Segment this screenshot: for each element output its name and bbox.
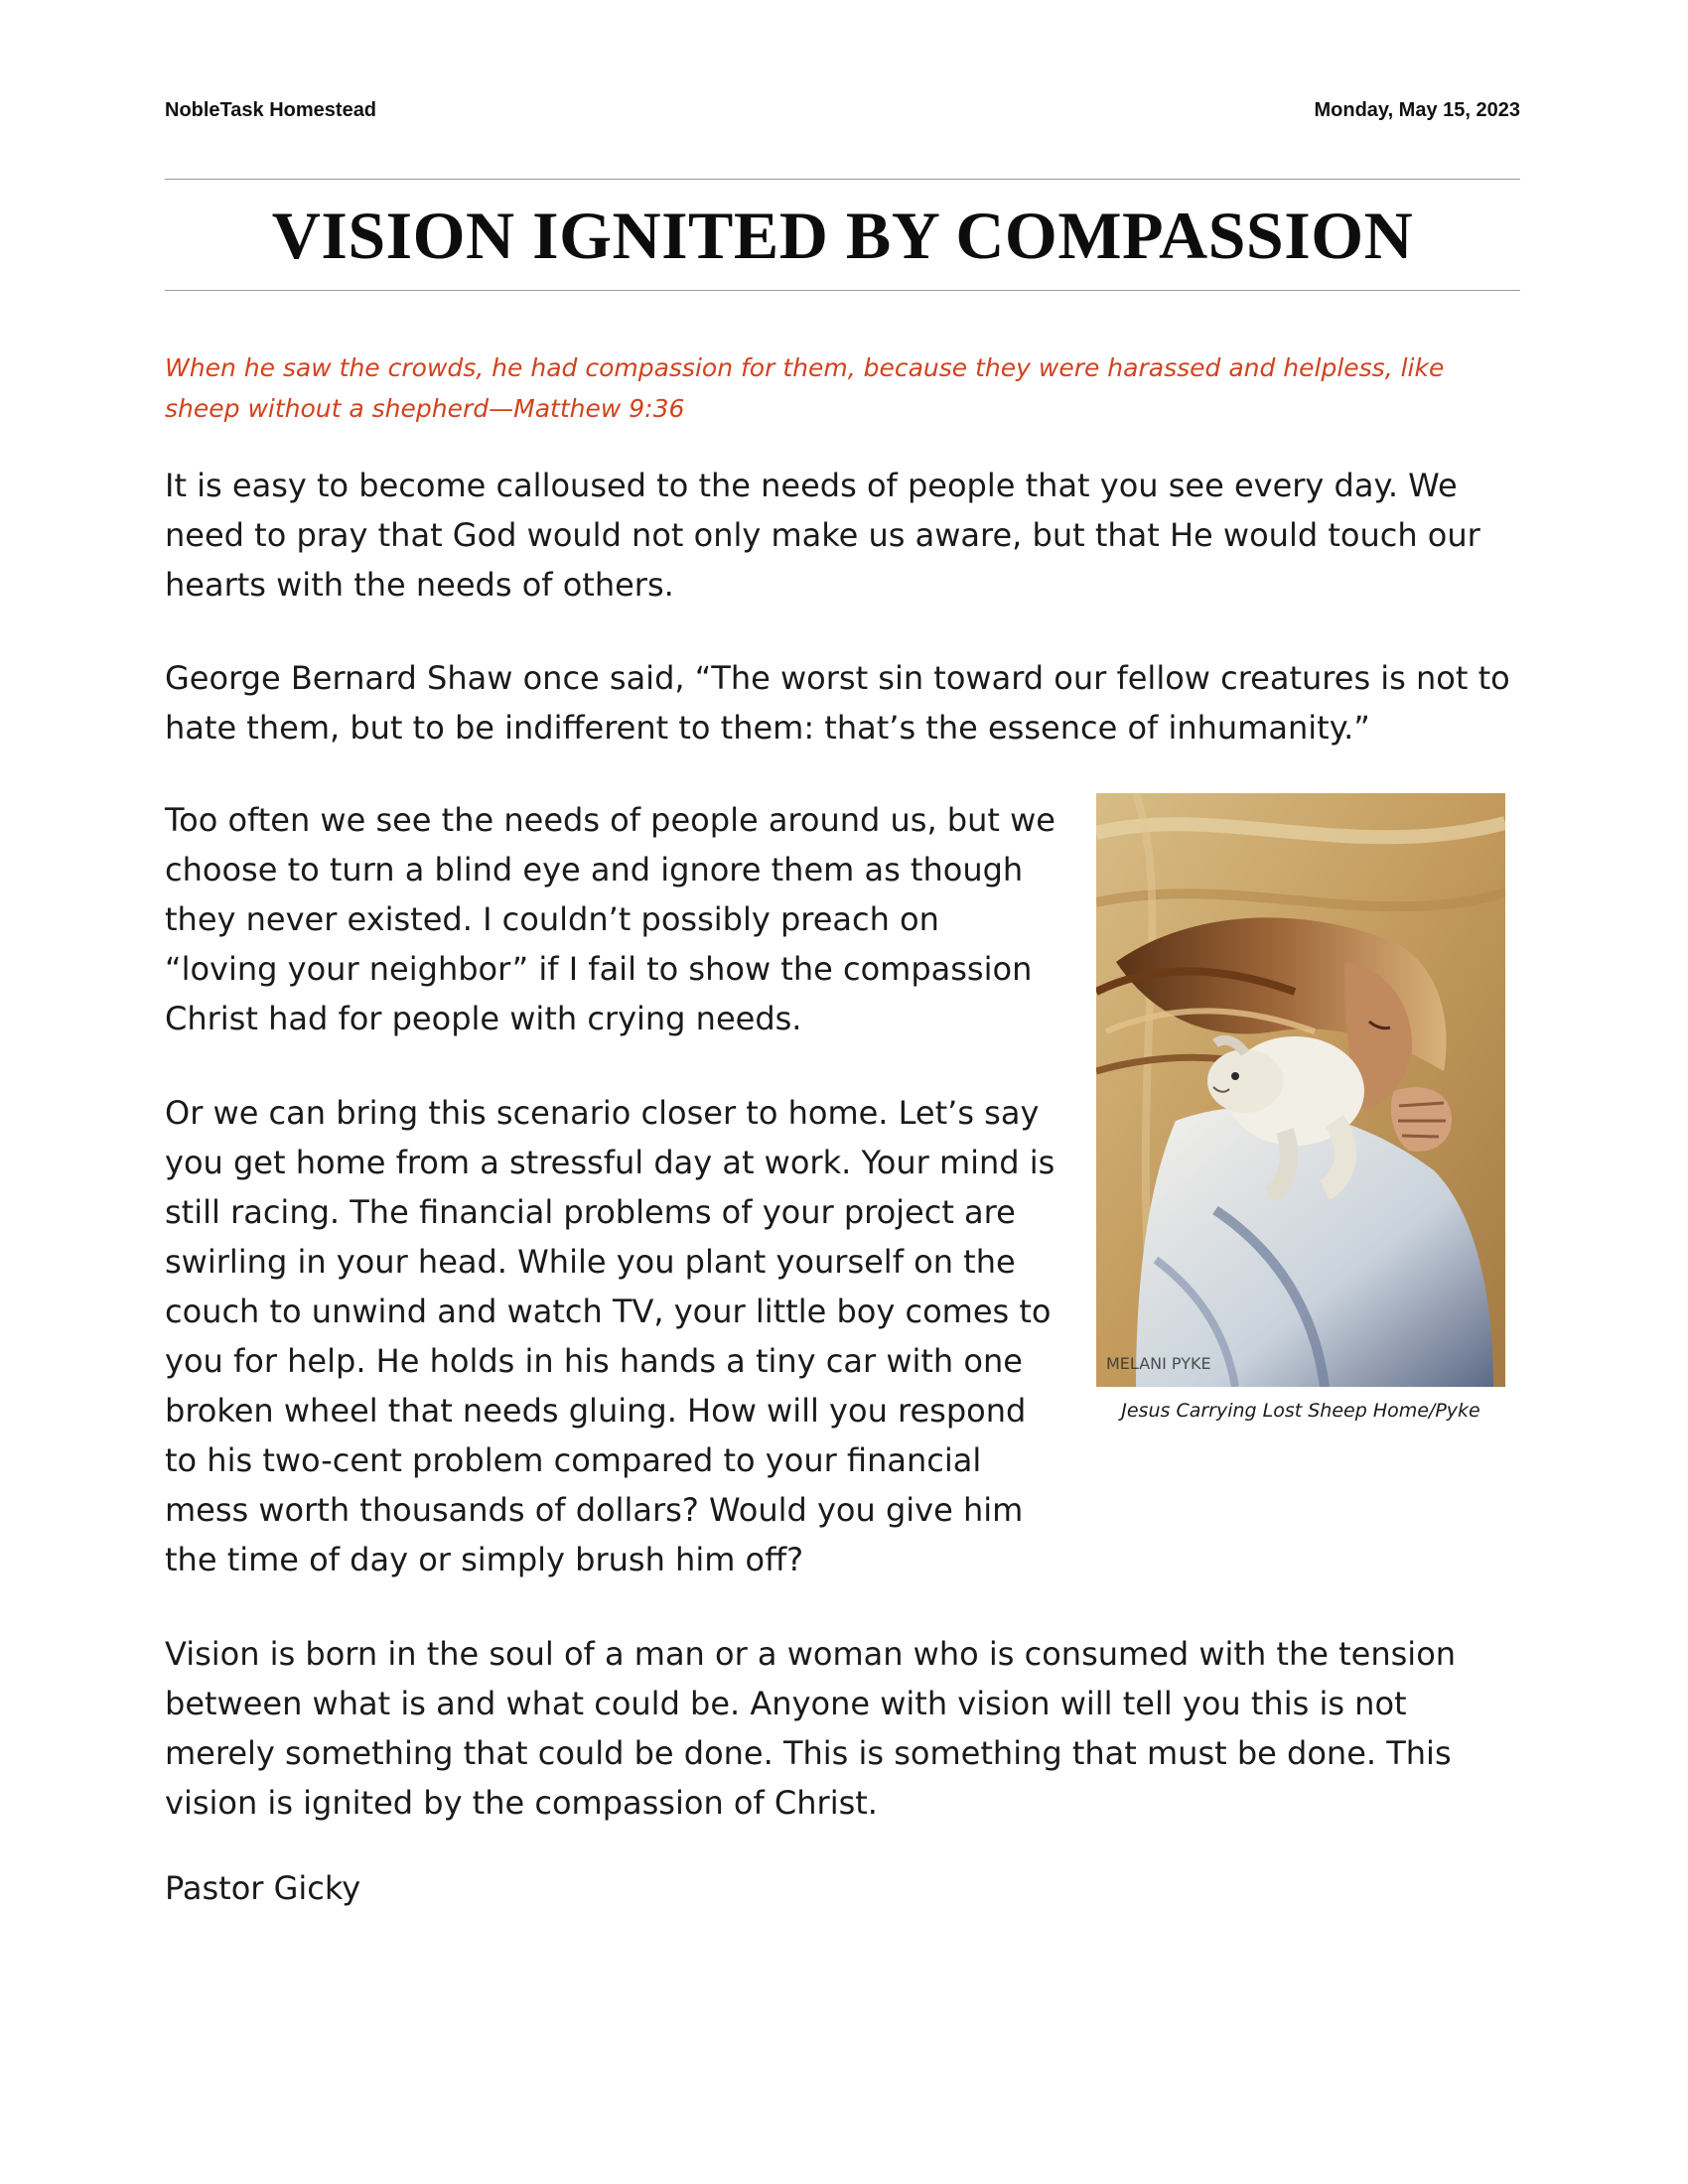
page-header: [165, 99, 1520, 129]
site-name: NobleTask Homestead: [165, 99, 377, 121]
paragraph-1: It is easy to become calloused to the needs of people that you see every day. We need to pray that God would not only make us aware, but that He would touch our hearts with the needs of others.: [165, 467, 1480, 604]
painting-image: [1096, 793, 1505, 1387]
painting-signature: MELANI PYKE: [1106, 1354, 1211, 1373]
page-title: VISION IGNITED BY COMPASSION: [271, 198, 1414, 273]
painting-illustration: [1096, 793, 1505, 1387]
paragraph-2: George Bernard Shaw once said, “The worst sin toward our fellow creatures is not to hate them, but to be indifferent to them: that’s the essence of inhumanity.”: [165, 659, 1510, 747]
paragraph-3: Too often we see the needs of people around us, but we choose to turn a blind eye and ignore them as though they never existed. I couldn’t possibly preach on “loving your neighbor” if I fail to show the compassion Christ had for people with crying needs.: [165, 801, 1055, 1037]
paragraph-4: Or we can bring this scenario closer to home. Let’s say you get home from a stressful day at work. Your mind is still racing. The financial problems of your project are swirling in your head. While you plant yourself on the couch to unwind and watch TV, your little boy comes to you for help. He holds in his hands a tiny car with one broken wheel that needs gluing. How will you respond to his two-cent problem compared to your financial mess worth thousands of dollars? Would you give him the time of day or simply brush him off?: [165, 1094, 1055, 1578]
image-caption: Jesus Carrying Lost Sheep Home/Pyke: [1121, 1400, 1480, 1422]
title-bottom-divider: [165, 290, 1520, 291]
header-date: Monday, May 15, 2023: [1314, 99, 1520, 121]
scripture-verse: When he saw the crowds, he had compassion for them, because they were harassed and helpless, like sheep without a shepherd—Matthew 9:36: [165, 353, 1445, 423]
signature: Pastor Gicky: [165, 1869, 361, 1907]
title-top-divider: [165, 179, 1520, 180]
page: [165, 0, 1520, 2184]
paragraph-5: Vision is born in the soul of a man or a woman who is consumed with the tension between what is and what could be. Anyone with vision will tell you this is not merely something that could be done. This is something that must be done. This vision is ignited by the compassion of Christ.: [165, 1635, 1457, 1822]
